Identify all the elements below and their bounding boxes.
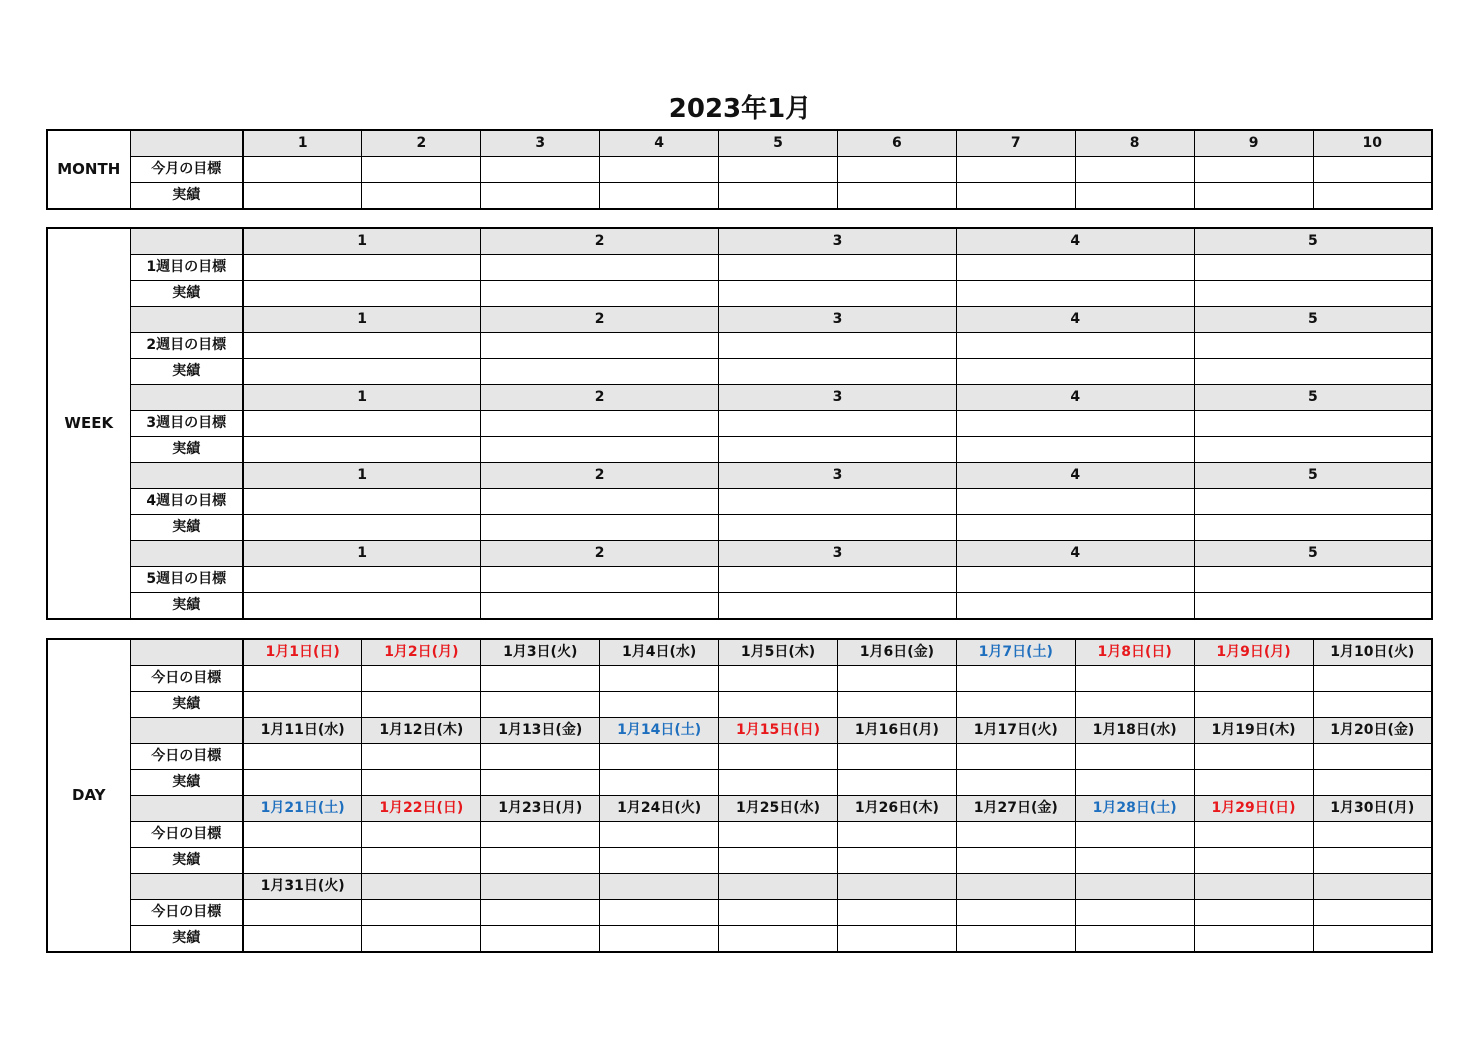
month-table: [46, 129, 1433, 210]
month-column-number: 7: [956, 130, 1075, 157]
week-goal-cell[interactable]: [481, 255, 719, 281]
month-column-number: 8: [1075, 130, 1194, 157]
day-date-cell: 1月30日(月): [1313, 796, 1432, 822]
week-header-row: [47, 463, 1432, 489]
day-goal-cell[interactable]: [243, 900, 362, 926]
day-date-empty-cell: [362, 874, 481, 900]
day-goal-cell[interactable]: [1313, 822, 1432, 848]
month-section-label: MONTH: [47, 130, 130, 209]
week-goal-cell[interactable]: [719, 567, 957, 593]
day-date-row: [47, 796, 1432, 822]
day-goal-cell[interactable]: [600, 744, 719, 770]
day-goal-cell[interactable]: [243, 744, 362, 770]
day-result-cell[interactable]: [243, 770, 362, 796]
day-result-cell[interactable]: [1313, 692, 1432, 718]
day-date-cell: 1月16日(月): [837, 718, 956, 744]
day-result-cell[interactable]: [481, 770, 600, 796]
week-goal-cell[interactable]: [1194, 255, 1432, 281]
day-goal-label: 今日の目標: [130, 900, 243, 926]
week-goal-cell[interactable]: [956, 255, 1194, 281]
week-column-number: 5: [1194, 307, 1432, 333]
week-result-label: 実績: [130, 593, 243, 620]
week-goal-row: [47, 333, 1432, 359]
day-result-cell[interactable]: [719, 770, 838, 796]
month-goal-cell[interactable]: [1313, 157, 1432, 183]
week-goal-cell[interactable]: [481, 411, 719, 437]
week-goal-cell[interactable]: [719, 411, 957, 437]
day-goal-cell[interactable]: [956, 744, 1075, 770]
day-goal-cell[interactable]: [1313, 744, 1432, 770]
month-goal-cell[interactable]: [1075, 157, 1194, 183]
day-date-cell: 1月22日(日): [362, 796, 481, 822]
day-goal-cell[interactable]: [362, 822, 481, 848]
day-date-cell: 1月21日(土): [243, 796, 362, 822]
day-goal-cell[interactable]: [481, 822, 600, 848]
day-date-empty-cell: [719, 874, 838, 900]
month-column-number: 4: [600, 130, 719, 157]
week-column-number: 5: [1194, 385, 1432, 411]
week-goal-cell[interactable]: [1194, 333, 1432, 359]
month-goal-cell[interactable]: [956, 157, 1075, 183]
day-goal-cell[interactable]: [1194, 666, 1313, 692]
week-goal-cell[interactable]: [481, 567, 719, 593]
week-column-number: 3: [719, 228, 957, 255]
day-goal-cell[interactable]: [719, 666, 838, 692]
day-result-cell[interactable]: [362, 692, 481, 718]
week-header-label-cell: [130, 385, 243, 411]
day-result-cell[interactable]: [837, 848, 956, 874]
month-column-number: 10: [1313, 130, 1432, 157]
day-result-cell[interactable]: [837, 926, 956, 953]
day-result-cell[interactable]: [362, 770, 481, 796]
week-column-number: 5: [1194, 541, 1432, 567]
day-result-cell[interactable]: [600, 692, 719, 718]
day-date-empty-cell: [1313, 874, 1432, 900]
month-column-number: 2: [362, 130, 481, 157]
week-goal-cell[interactable]: [719, 489, 957, 515]
day-date-cell: 1月26日(木): [837, 796, 956, 822]
week-result-cell[interactable]: [1194, 593, 1432, 620]
month-goal-cell[interactable]: [837, 157, 956, 183]
month-goal-cell[interactable]: [243, 157, 362, 183]
week-result-cell[interactable]: [956, 437, 1194, 463]
month-column-number: 9: [1194, 130, 1313, 157]
week-result-cell[interactable]: [956, 359, 1194, 385]
week-result-label: 実績: [130, 359, 243, 385]
week-column-number: 1: [243, 385, 481, 411]
day-result-cell[interactable]: [362, 926, 481, 953]
day-date-empty-cell: [837, 874, 956, 900]
week-result-cell[interactable]: [481, 515, 719, 541]
day-result-cell[interactable]: [1075, 926, 1194, 953]
day-goal-cell[interactable]: [1075, 900, 1194, 926]
week-result-cell[interactable]: [481, 359, 719, 385]
day-date-cell: 1月24日(火): [600, 796, 719, 822]
day-date-cell: 1月17日(火): [956, 718, 1075, 744]
month-result-cell[interactable]: [1313, 183, 1432, 210]
day-goal-cell[interactable]: [600, 666, 719, 692]
week-column-number: 2: [481, 463, 719, 489]
week-column-number: 3: [719, 307, 957, 333]
week-header-label-cell: [130, 541, 243, 567]
week-header-row: [47, 307, 1432, 333]
day-date-cell: 1月19日(木): [1194, 718, 1313, 744]
week-result-cell[interactable]: [243, 515, 481, 541]
day-header-label-cell: [130, 639, 243, 666]
day-goal-cell[interactable]: [837, 744, 956, 770]
month-result-cell[interactable]: [243, 183, 362, 210]
day-result-label: 実績: [130, 848, 243, 874]
day-goal-cell[interactable]: [719, 822, 838, 848]
day-result-cell[interactable]: [719, 692, 838, 718]
week-result-cell[interactable]: [1194, 281, 1432, 307]
day-result-row: [47, 926, 1432, 953]
day-goal-cell[interactable]: [362, 666, 481, 692]
week-column-number: 4: [956, 385, 1194, 411]
day-result-label: 実績: [130, 926, 243, 953]
week-result-cell[interactable]: [1194, 437, 1432, 463]
week-column-number: 4: [956, 541, 1194, 567]
week-result-cell[interactable]: [243, 281, 481, 307]
day-goal-cell[interactable]: [362, 900, 481, 926]
month-column-number: 6: [837, 130, 956, 157]
day-section-label: DAY: [47, 639, 130, 952]
week-column-number: 5: [1194, 463, 1432, 489]
week-goal-label: 1週目の目標: [130, 255, 243, 281]
week-result-row: [47, 437, 1432, 463]
week-goal-label: 4週目の目標: [130, 489, 243, 515]
week-goal-cell[interactable]: [243, 255, 481, 281]
day-goal-row: [47, 900, 1432, 926]
day-result-cell[interactable]: [1075, 692, 1194, 718]
week-goal-cell[interactable]: [243, 411, 481, 437]
week-goal-label: 2週目の目標: [130, 333, 243, 359]
week-goal-label: 5週目の目標: [130, 567, 243, 593]
week-column-number: 3: [719, 385, 957, 411]
day-goal-label: 今日の目標: [130, 744, 243, 770]
month-goal-cell[interactable]: [481, 157, 600, 183]
week-column-number: 4: [956, 307, 1194, 333]
week-result-row: [47, 515, 1432, 541]
week-section-label: WEEK: [47, 228, 130, 619]
day-result-cell[interactable]: [481, 926, 600, 953]
week-goal-cell[interactable]: [1194, 489, 1432, 515]
week-goal-cell[interactable]: [1194, 411, 1432, 437]
day-date-cell: 1月13日(金): [481, 718, 600, 744]
day-goal-cell[interactable]: [243, 822, 362, 848]
day-date-row: [47, 639, 1432, 666]
day-result-cell[interactable]: [1194, 926, 1313, 953]
day-result-cell[interactable]: [1313, 926, 1432, 953]
day-date-cell: 1月7日(土): [956, 639, 1075, 666]
week-header-label-cell: [130, 228, 243, 255]
day-date-cell: 1月5日(木): [719, 639, 838, 666]
day-date-cell: 1月18日(水): [1075, 718, 1194, 744]
day-date-empty-cell: [1075, 874, 1194, 900]
month-goal-label: 今月の目標: [130, 157, 243, 183]
month-goal-cell[interactable]: [600, 157, 719, 183]
day-goal-cell[interactable]: [1194, 822, 1313, 848]
week-column-number: 2: [481, 307, 719, 333]
week-result-row: [47, 281, 1432, 307]
day-table: [46, 638, 1433, 953]
week-column-number: 1: [243, 228, 481, 255]
day-result-cell[interactable]: [719, 848, 838, 874]
day-date-cell: 1月27日(金): [956, 796, 1075, 822]
month-header-label-cell: [130, 130, 243, 157]
day-date-cell: 1月4日(水): [600, 639, 719, 666]
month-result-cell[interactable]: [481, 183, 600, 210]
day-date-row: [47, 718, 1432, 744]
day-date-cell: 1月31日(火): [243, 874, 362, 900]
week-result-label: 実績: [130, 281, 243, 307]
day-result-cell[interactable]: [362, 848, 481, 874]
day-header-label-cell: [130, 874, 243, 900]
week-column-number: 2: [481, 385, 719, 411]
day-goal-cell[interactable]: [481, 744, 600, 770]
day-goal-cell[interactable]: [837, 822, 956, 848]
week-column-number: 1: [243, 463, 481, 489]
day-result-cell[interactable]: [600, 770, 719, 796]
week-result-cell[interactable]: [719, 593, 957, 620]
week-header-row: [47, 385, 1432, 411]
day-result-cell[interactable]: [956, 692, 1075, 718]
day-goal-cell[interactable]: [481, 900, 600, 926]
week-result-cell[interactable]: [956, 515, 1194, 541]
day-date-cell: 1月15日(日): [719, 718, 838, 744]
day-goal-cell[interactable]: [1075, 666, 1194, 692]
day-goal-cell[interactable]: [1075, 744, 1194, 770]
month-result-cell[interactable]: [600, 183, 719, 210]
day-date-empty-cell: [600, 874, 719, 900]
week-result-cell[interactable]: [1194, 359, 1432, 385]
day-header-label-cell: [130, 796, 243, 822]
week-goal-row: [47, 255, 1432, 281]
day-result-cell[interactable]: [837, 692, 956, 718]
week-result-cell[interactable]: [719, 359, 957, 385]
week-goal-label: 3週目の目標: [130, 411, 243, 437]
month-result-cell[interactable]: [1194, 183, 1313, 210]
week-goal-cell[interactable]: [243, 489, 481, 515]
week-result-cell[interactable]: [481, 437, 719, 463]
week-goal-row: [47, 489, 1432, 515]
day-date-cell: 1月11日(水): [243, 718, 362, 744]
day-date-cell: 1月29日(日): [1194, 796, 1313, 822]
month-column-number: 3: [481, 130, 600, 157]
day-result-cell[interactable]: [719, 926, 838, 953]
day-goal-cell[interactable]: [837, 666, 956, 692]
day-goal-cell[interactable]: [719, 744, 838, 770]
month-goal-row: [47, 157, 1432, 183]
day-result-cell[interactable]: [1313, 770, 1432, 796]
week-goal-cell[interactable]: [243, 333, 481, 359]
page-title: 2023年1月: [668, 94, 812, 124]
day-goal-cell[interactable]: [1075, 822, 1194, 848]
day-goal-cell[interactable]: [837, 900, 956, 926]
month-result-cell[interactable]: [837, 183, 956, 210]
week-result-cell[interactable]: [719, 515, 957, 541]
week-goal-cell[interactable]: [481, 333, 719, 359]
week-column-number: 4: [956, 228, 1194, 255]
day-goal-cell[interactable]: [481, 666, 600, 692]
day-date-cell: 1月6日(金): [837, 639, 956, 666]
month-column-number: 5: [719, 130, 838, 157]
week-goal-cell[interactable]: [719, 333, 957, 359]
day-result-cell[interactable]: [1075, 770, 1194, 796]
week-goal-cell[interactable]: [956, 411, 1194, 437]
week-header-label-cell: [130, 463, 243, 489]
day-goal-cell[interactable]: [956, 666, 1075, 692]
week-result-label: 実績: [130, 437, 243, 463]
week-result-row: [47, 359, 1432, 385]
week-result-cell[interactable]: [956, 593, 1194, 620]
week-header-row: [47, 541, 1432, 567]
week-goal-row: [47, 567, 1432, 593]
week-result-cell[interactable]: [243, 437, 481, 463]
day-header-label-cell: [130, 718, 243, 744]
day-result-cell[interactable]: [1194, 848, 1313, 874]
week-result-row: [47, 593, 1432, 620]
day-date-row: [47, 874, 1432, 900]
day-goal-cell[interactable]: [719, 900, 838, 926]
day-result-cell[interactable]: [600, 926, 719, 953]
day-goal-cell[interactable]: [1313, 900, 1432, 926]
month-result-label: 実績: [130, 183, 243, 210]
day-result-cell[interactable]: [1313, 848, 1432, 874]
day-result-cell[interactable]: [243, 848, 362, 874]
day-result-cell[interactable]: [956, 848, 1075, 874]
day-goal-cell[interactable]: [600, 822, 719, 848]
month-header-row: [47, 130, 1432, 157]
day-goal-cell[interactable]: [956, 900, 1075, 926]
day-result-cell[interactable]: [1194, 770, 1313, 796]
day-result-cell[interactable]: [600, 848, 719, 874]
week-result-cell[interactable]: [1194, 515, 1432, 541]
week-goal-cell[interactable]: [1194, 567, 1432, 593]
month-result-cell[interactable]: [362, 183, 481, 210]
day-date-cell: 1月8日(日): [1075, 639, 1194, 666]
day-goal-cell[interactable]: [1194, 900, 1313, 926]
week-goal-cell[interactable]: [243, 567, 481, 593]
week-header-row: [47, 228, 1432, 255]
day-date-empty-cell: [481, 874, 600, 900]
week-result-label: 実績: [130, 515, 243, 541]
day-goal-cell[interactable]: [600, 900, 719, 926]
week-result-cell[interactable]: [243, 593, 481, 620]
day-date-cell: 1月28日(土): [1075, 796, 1194, 822]
month-result-cell[interactable]: [719, 183, 838, 210]
day-goal-row: [47, 666, 1432, 692]
month-goal-cell[interactable]: [719, 157, 838, 183]
day-date-cell: 1月14日(土): [600, 718, 719, 744]
week-goal-cell[interactable]: [956, 489, 1194, 515]
day-result-cell[interactable]: [1194, 692, 1313, 718]
day-date-cell: 1月23日(月): [481, 796, 600, 822]
month-result-cell[interactable]: [956, 183, 1075, 210]
week-result-cell[interactable]: [243, 359, 481, 385]
week-column-number: 5: [1194, 228, 1432, 255]
month-goal-cell[interactable]: [1194, 157, 1313, 183]
week-header-label-cell: [130, 307, 243, 333]
day-goal-cell[interactable]: [362, 744, 481, 770]
day-result-cell[interactable]: [243, 926, 362, 953]
week-goal-cell[interactable]: [481, 489, 719, 515]
week-column-number: 3: [719, 541, 957, 567]
day-result-row: [47, 692, 1432, 718]
day-result-row: [47, 770, 1432, 796]
month-result-row: [47, 183, 1432, 210]
week-result-cell[interactable]: [719, 437, 957, 463]
day-goal-cell[interactable]: [1313, 666, 1432, 692]
day-result-row: [47, 848, 1432, 874]
week-table: [46, 227, 1433, 620]
month-goal-cell[interactable]: [362, 157, 481, 183]
day-date-cell: 1月25日(水): [719, 796, 838, 822]
day-result-cell[interactable]: [956, 926, 1075, 953]
day-goal-cell[interactable]: [243, 666, 362, 692]
week-column-number: 1: [243, 307, 481, 333]
day-goal-label: 今日の目標: [130, 666, 243, 692]
week-column-number: 4: [956, 463, 1194, 489]
day-result-cell[interactable]: [837, 770, 956, 796]
day-result-cell[interactable]: [481, 692, 600, 718]
week-goal-cell[interactable]: [719, 255, 957, 281]
day-date-empty-cell: [1194, 874, 1313, 900]
day-result-label: 実績: [130, 692, 243, 718]
day-result-cell[interactable]: [481, 848, 600, 874]
day-goal-row: [47, 822, 1432, 848]
day-goal-row: [47, 744, 1432, 770]
week-column-number: 3: [719, 463, 957, 489]
week-result-cell[interactable]: [719, 281, 957, 307]
day-date-empty-cell: [956, 874, 1075, 900]
day-result-cell[interactable]: [243, 692, 362, 718]
day-date-cell: 1月9日(月): [1194, 639, 1313, 666]
week-goal-cell[interactable]: [956, 567, 1194, 593]
day-date-cell: 1月20日(金): [1313, 718, 1432, 744]
day-date-cell: 1月12日(木): [362, 718, 481, 744]
week-column-number: 2: [481, 228, 719, 255]
month-result-cell[interactable]: [1075, 183, 1194, 210]
week-column-number: 1: [243, 541, 481, 567]
day-date-cell: 1月1日(日): [243, 639, 362, 666]
week-goal-row: [47, 411, 1432, 437]
day-date-cell: 1月10日(火): [1313, 639, 1432, 666]
week-goal-cell[interactable]: [956, 333, 1194, 359]
day-goal-cell[interactable]: [1194, 744, 1313, 770]
day-result-cell[interactable]: [956, 770, 1075, 796]
day-result-label: 実績: [130, 770, 243, 796]
week-column-number: 2: [481, 541, 719, 567]
day-goal-label: 今日の目標: [130, 822, 243, 848]
day-date-cell: 1月3日(火): [481, 639, 600, 666]
day-result-cell[interactable]: [1075, 848, 1194, 874]
month-column-number: 1: [243, 130, 362, 157]
day-goal-cell[interactable]: [956, 822, 1075, 848]
week-result-cell[interactable]: [481, 593, 719, 620]
week-result-cell[interactable]: [956, 281, 1194, 307]
week-result-cell[interactable]: [481, 281, 719, 307]
day-date-cell: 1月2日(月): [362, 639, 481, 666]
